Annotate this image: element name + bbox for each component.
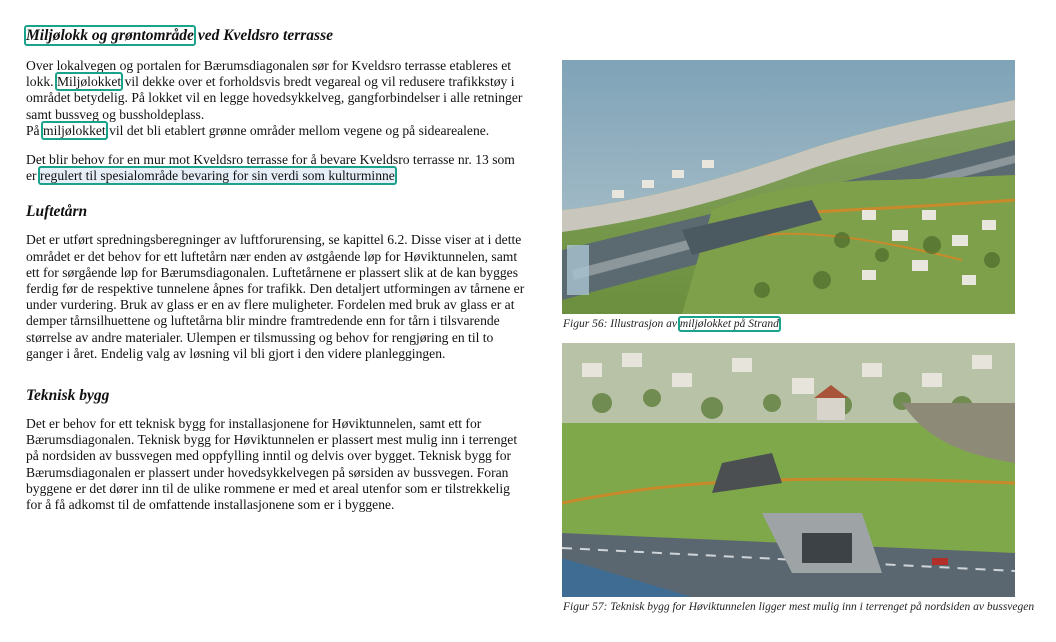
figure-57-image — [562, 343, 1015, 597]
figure-57-caption: Figur 57: Teknisk bygg for Høviktunnelen ligger mest mulig inn i terrenget på nordsiden av bussvegen — [563, 601, 1035, 613]
text-column — [26, 26, 526, 513]
search-highlight: regulert til spesialområde bevaring for sin verdi som kulturminne — [39, 168, 395, 184]
search-highlight: miljølokket på Strand — [679, 318, 779, 330]
figure-56-caption: Figur 56: Illustrasjon av miljølokket på Strand — [563, 318, 779, 330]
paragraph-miljolokk-1: Over lokalvegen og portalen for Bærumsdiagonalen sør for Kveldsro terrasse etableres et lokk. Miljølokket vil dekke over et forholdsvis bredt vegareal og vil redusere trafikkstøy i området betydelig. På lokket vil en legge hovedsykkelveg, gangforbindelser i alle retninger samt bussveg og bussholdeplass. På miljølokket vil det bli etablert grønne områder mellom vegene og på sidearealene. — [26, 58, 523, 138]
search-highlight: Miljølokket — [56, 74, 122, 90]
search-highlight: miljølokket — [43, 122, 106, 138]
paragraph-luftetarn: Det er utført spredningsberegninger av luftforurensing, se kapittel 6.2. Disse viser at i dette området er det behov for ett luftetårn nær enden av østgående løp for Høviktunnelen, samt ett for sørgående løp for Bærumsdiagonalen. Luftetårnene er plassert slik at de kan bygges ferdig før de respektive tunnelene åpnes for trafikk. Den detaljert utformingen av tårnene er under vurdering. Bruk av glass er en av flere muligheter. Fordelen med bruk av glass er at demper tårnsilhuettene og luftetårna blir mindre framtredende enn for tårn i tilsvarende størrelse av andre materialer. Ulempen er tilsmussing og behov for rengjøring en til to ganger i året. Endelig valg av løsning vil bli gjort i den videre planleggingen. — [26, 232, 525, 361]
paragraph-teknisk-bygg: Det er behov for ett teknisk bygg for installasjonene for Høviktunnelen, samt ett for Bærumsdiagonalen. Teknisk bygg for Høviktunnelen er plassert mest mulig inn i terrenget på nordsiden av bussvegen med oppfylling inntil og delvis over bygget. Teknisk bygg for Bærumsdiagonalen er plassert under hovedsykkelvegen på sørsiden av bussvegen. Foran byggene er det dører inn til de ulike rommene er med et areal utenfor som er tilstrekkelig for å få adkomst til de omfattende installasjonene som er i byggene. — [26, 416, 518, 513]
search-highlight: Miljølokk og grøntområde — [26, 27, 194, 44]
paragraph-miljolokk-2: Det blir behov for en mur mot Kveldsro terrasse for å bevare Kveldsro terrasse nr. 13 som er regulert til spesialområde bevaring for sin verdi som kulturminne — [26, 152, 515, 184]
figure-56-image — [562, 60, 1015, 314]
heading-teknisk-bygg: Teknisk bygg — [26, 387, 110, 405]
heading-miljolokk: Miljølokk og grøntområde ved Kveldsro terrasse — [26, 27, 333, 44]
heading-luftetarn: Luftetårn — [26, 203, 88, 221]
